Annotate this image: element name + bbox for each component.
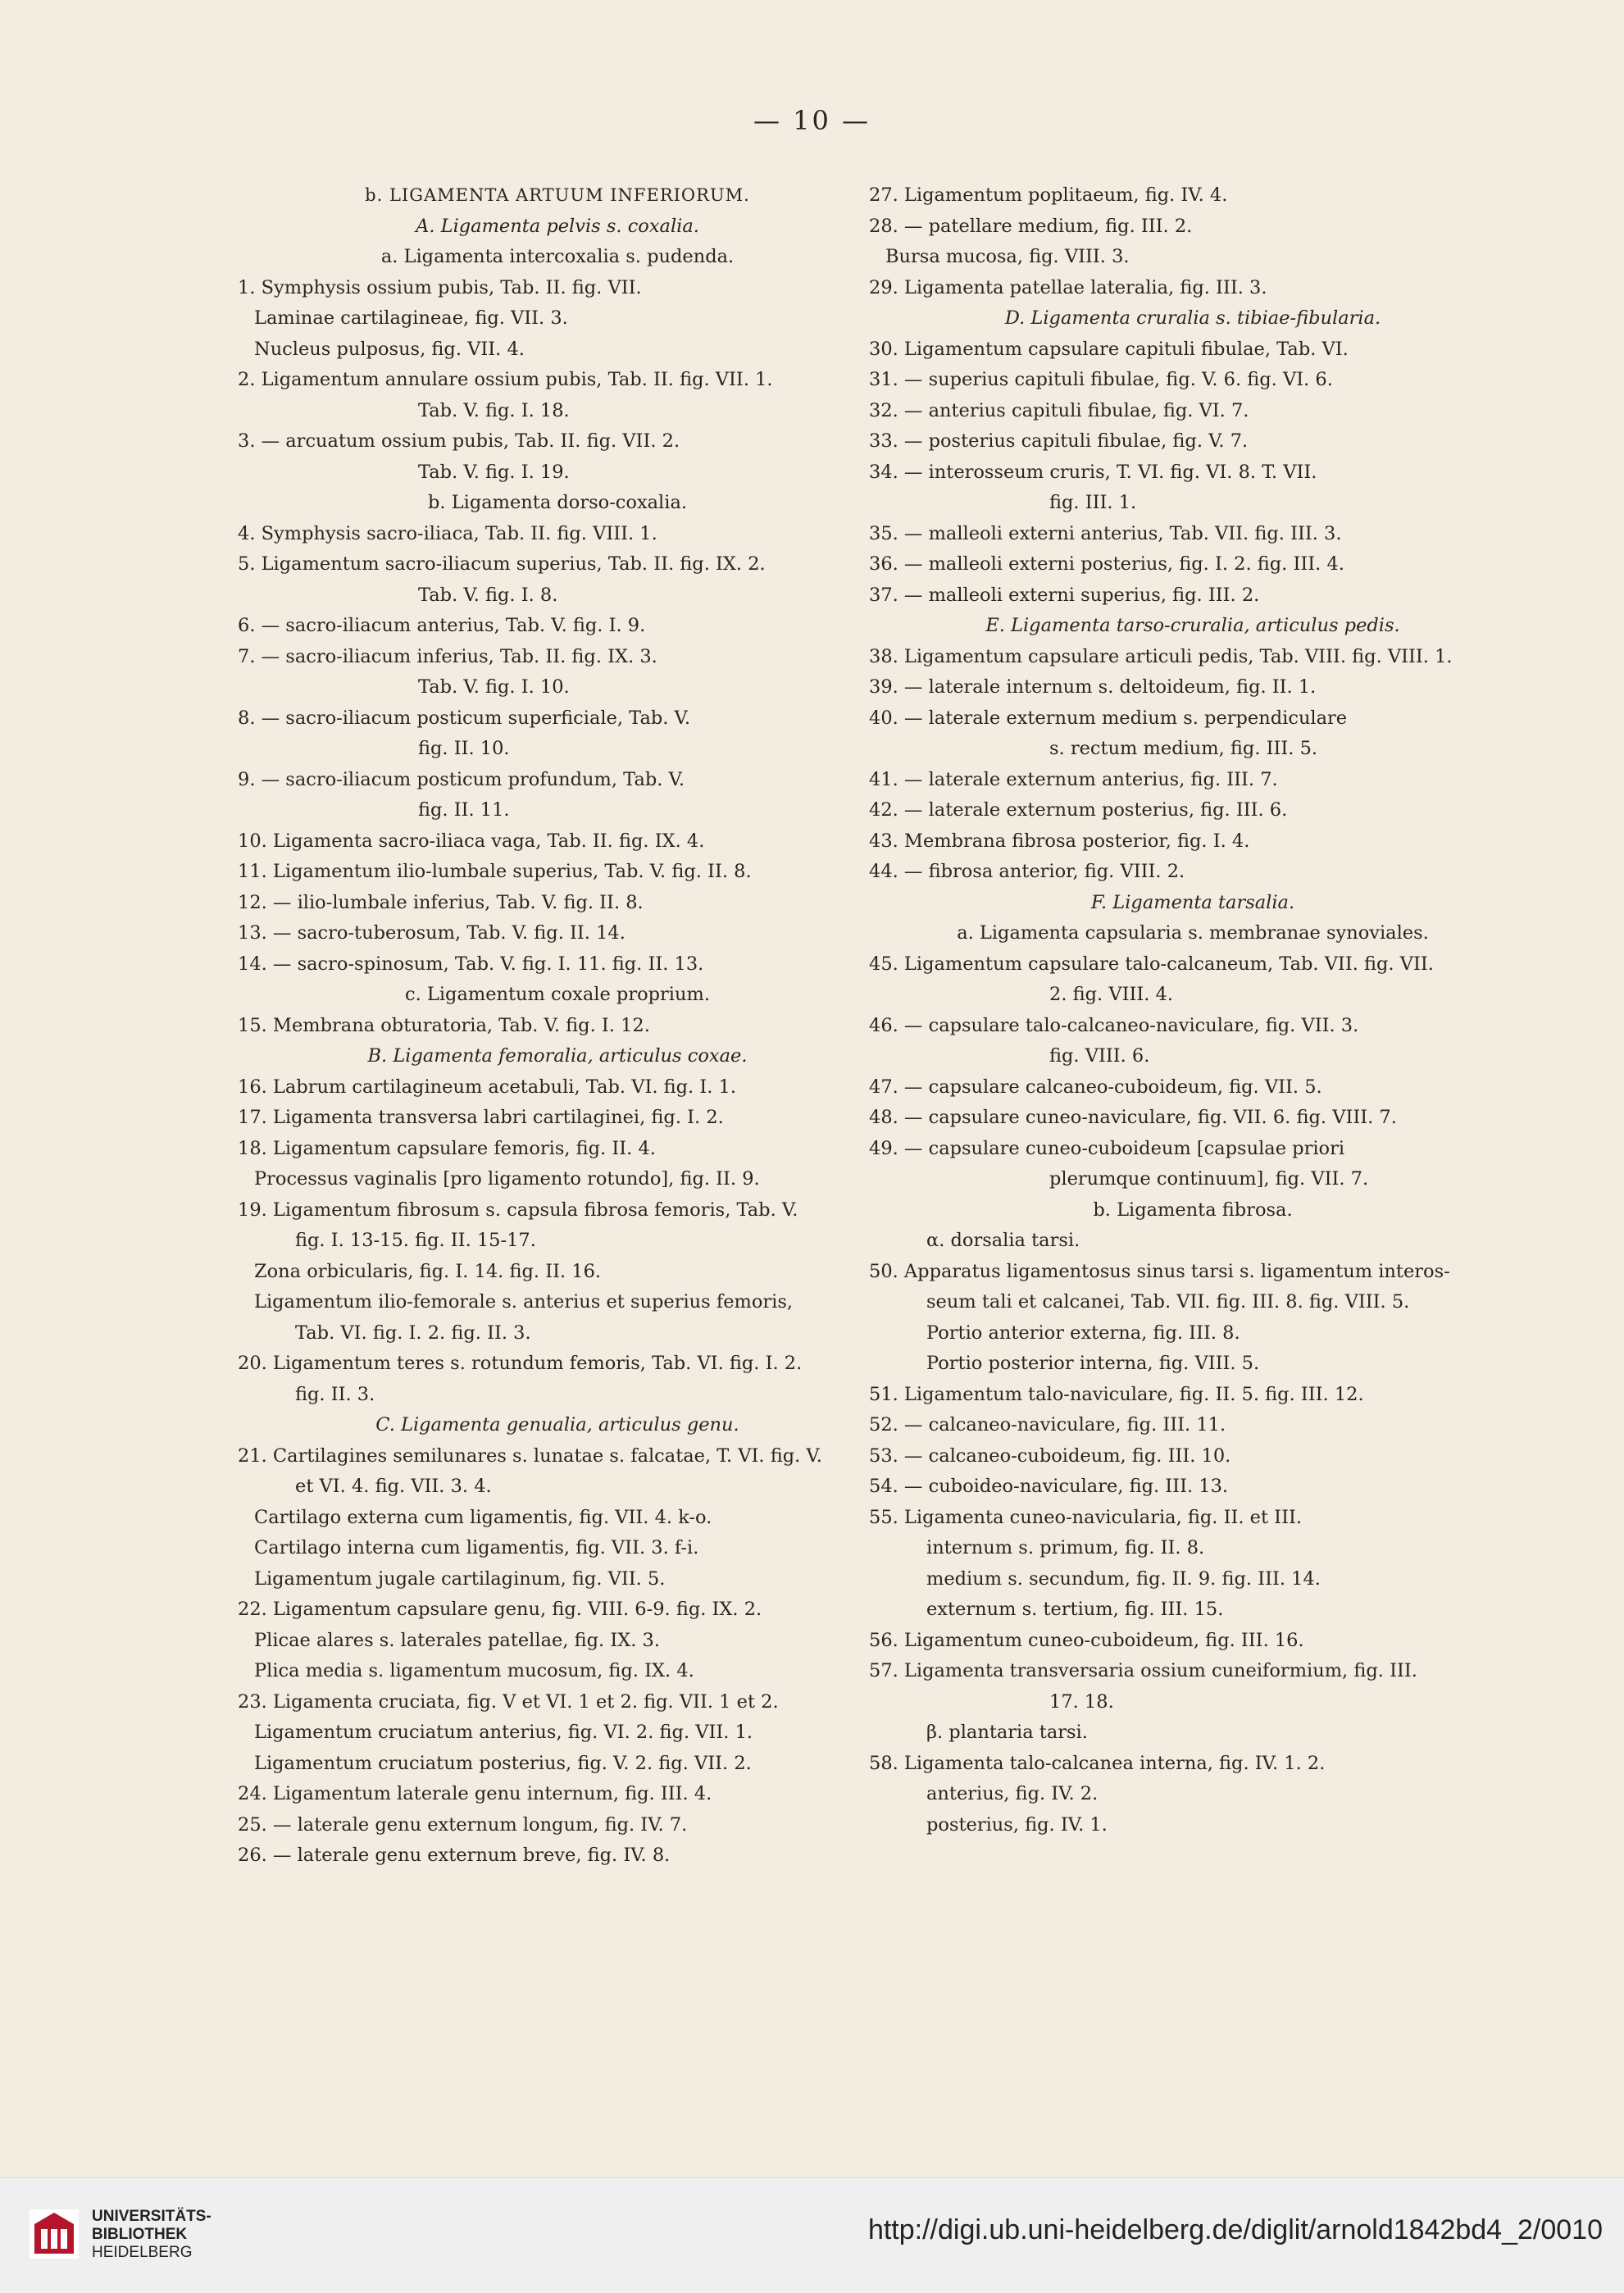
entry-line: Portio posterior interna, fig. VIII. 5. [926,1353,1260,1374]
subsection-heading: b. Ligamenta fibrosa. [1093,1199,1293,1221]
entry-line: 6. — sacro-iliacum anterius, Tab. V. fig. I. 9. [238,615,646,636]
library-name-line3: HEIDELBERG [92,2244,193,2261]
entry-line: 16. Labrum cartilagineum acetabuli, Tab. VI. fig. I. 1. [238,1076,737,1098]
entry-line: 24. Ligamentum laterale genu internum, fig. III. 4. [238,1783,712,1804]
entry-line: 12. — ilio-lumbale inferius, Tab. V. fig. II. 8. [238,891,644,913]
entry-line: 37. — malleoli externi superius, fig. III. 2. [869,584,1260,606]
entry-line: 48. — capsulare cuneo-naviculare, fig. VII. 6. fig. VIII. 7. [869,1107,1397,1128]
entry-line: 33. — posterius capituli fibulae, fig. V. 7. [869,430,1249,452]
entry-line: 34. — interosseum cruris, T. VI. fig. VI. 8. T. VII. [869,461,1317,483]
entry-line: 4. Symphysis sacro-iliaca, Tab. II. fig. VIII. 1. [238,522,657,544]
entry-line: 9. — sacro-iliacum posticum profundum, Tab. V. [238,768,685,790]
entry-line: 14. — sacro-spinosum, Tab. V. fig. I. 11. fig. II. 13. [238,953,704,975]
entry-line: seum tali et calcanei, Tab. VII. fig. III. 8. fig. VIII. 5. [926,1291,1410,1313]
entry-line: Ligamentum cruciatum posterius, fig. V. 2. fig. VII. 2. [254,1752,752,1774]
entry-line: Nucleus pulposus, fig. VII. 4. [254,338,525,360]
entry-line: 13. — sacro-tuberosum, Tab. V. fig. II. 14. [238,922,625,944]
entry-line: 54. — cuboideo-naviculare, fig. III. 13. [869,1476,1229,1497]
entry-line: 25. — laterale genu externum longum, fig. IV. 7. [238,1813,688,1836]
entry-line: et VI. 4. fig. VII. 3. 4. [295,1476,492,1497]
entry-line: 5. Ligamentum sacro-iliacum superius, Tab. II. fig. IX. 2. [238,553,766,575]
entry-line: Plicae alares s. laterales patellae, fig. IX. 3. [254,1629,660,1651]
entry-line: plerumque continuum], fig. VII. 7. [1049,1168,1369,1190]
entry-line: 31. — superius capituli fibulae, fig. V. 6. fig. VI. 6. [869,369,1333,390]
entry-line: fig. III. 1. [1049,492,1137,513]
entry-line: 2. fig. VIII. 4. [1049,984,1174,1005]
source-url[interactable] [868,2214,1603,2246]
entry-line: 11. Ligamentum ilio-lumbale superius, Tab. V. fig. II. 8. [238,861,752,882]
entry-line: Ligamentum cruciatum anterius, fig. VI. 2. fig. VII. 1. [254,1722,753,1743]
entry-line: Plica media s. ligamentum mucosum, fig. IX. 4. [254,1660,694,1681]
subsection-heading: a. Ligamenta capsularia s. membranae synoviales. [957,922,1429,944]
section-heading: A. Ligamenta pelvis s. coxalia. [416,215,699,237]
entry-line: 22. Ligamentum capsulare genu, fig. VIII. 6-9. fig. IX. 2. [238,1599,762,1620]
entry-line: s. rectum medium, fig. III. 5. [1049,738,1318,759]
right-column [869,180,1517,1840]
entry-line: Processus vaginalis [pro ligamento rotundo], fig. II. 9. [254,1168,760,1190]
entry-line: 50. Apparatus ligamentosus sinus tarsi s. ligamentum interos- [869,1260,1450,1282]
entry-line: 29. Ligamenta patellae lateralia, fig. III. 3. [869,276,1267,298]
entry-line: Ligamentum ilio-femorale s. anterius et superius femoris, [254,1291,794,1313]
entry-line: 30. Ligamentum capsulare capituli fibulae, Tab. VI. [869,338,1349,360]
entry-line: 53. — calcaneo-cuboideum, fig. III. 10. [869,1444,1231,1467]
entry-line: 8. — sacro-iliacum posticum superficiale, Tab. V. [238,707,691,729]
entry-line: Tab. V. fig. I. 10. [418,676,570,698]
entry-line: Cartilago externa cum ligamentis, fig. VII. 4. k-o. [254,1506,712,1528]
entry-line: 47. — capsulare calcaneo-cuboideum, fig. VII. 5. [869,1076,1322,1098]
entry-line: 58. Ligamenta talo-calcanea interna, fig. IV. 1. 2. [869,1752,1326,1774]
entry-line: fig. VIII. 6. [1049,1045,1150,1067]
entry-line: 2. Ligamentum annulare ossium pubis, Tab. II. fig. VII. 1. [238,369,773,390]
entry-line: 44. — fibrosa anterior, fig. VIII. 2. [869,861,1185,882]
subsection-heading: a. Ligamenta intercoxalia s. pudenda. [380,246,735,267]
entry-line: 51. Ligamentum talo-naviculare, fig. II. 5. fig. III. 12. [869,1383,1364,1405]
entry-line: Tab. V. fig. I. 18. [418,399,570,421]
left-column [238,180,877,1872]
section-heading: B. Ligamenta femoralia, articulus coxae. [367,1045,748,1067]
entry-line: 41. — laterale externum anterius, fig. III. 7. [869,768,1278,790]
entry-line: 39. — laterale internum s. deltoideum, fig. II. 1. [869,676,1317,698]
page-number: — 10 — [753,105,871,136]
entry-line: 15. Membrana obturatoria, Tab. V. fig. I. 12. [238,1014,650,1036]
library-name-line2: BIBLIOTHEK [92,2226,188,2243]
entry-line: 36. — malleoli externi posterius, fig. I. 2. fig. III. 4. [869,553,1344,575]
entry-line: 35. — malleoli externi anterius, Tab. VII. fig. III. 3. [869,522,1342,544]
entry-line: β. plantaria tarsi. [926,1722,1088,1743]
entry-line: externum s. tertium, fig. III. 15. [926,1599,1224,1620]
entry-line: medium s. secundum, fig. II. 9. fig. III. 14. [926,1567,1321,1590]
entry-line: Zona orbicularis, fig. I. 14. fig. II. 16. [254,1260,602,1282]
entry-line: fig. II. 11. [418,799,510,821]
entry-line: 17. Ligamenta transversa labri cartilaginei, fig. I. 2. [238,1107,724,1128]
library-name-line1: UNIVERSITÄTS- [92,2208,212,2225]
entry-line: 17. 18. [1049,1690,1114,1713]
entry-line: fig. II. 3. [295,1383,375,1405]
entry-line: 49. — capsulare cuneo-cuboideum [capsulae priori [869,1137,1345,1159]
entry-line: 45. Ligamentum capsulare talo-calcaneum, Tab. VII. fig. VII. [869,953,1434,975]
section-heading: E. Ligamenta tarso-cruralia, articulus pedis. [985,615,1400,636]
entry-line: Tab. VI. fig. I. 2. fig. II. 3. [295,1322,531,1344]
entry-line: 57. Ligamenta transversaria ossium cuneiformium, fig. III. [869,1660,1417,1681]
entry-line: 43. Membrana fibrosa posterior, fig. I. 4. [869,830,1250,852]
entry-line: α. dorsalia tarsi. [926,1230,1080,1251]
section-heading: C. Ligamenta genualia, articulus genu. [375,1414,739,1435]
entry-line: 40. — laterale externum medium s. perpendiculare [869,707,1348,729]
entry-line: Ligamentum jugale cartilaginum, fig. VII. 5. [254,1567,666,1590]
entry-line: anterius, fig. IV. 2. [926,1783,1099,1804]
footer-bar [0,2177,1624,2293]
entry-line: 18. Ligamentum capsulare femoris, fig. II. 4. [238,1137,656,1159]
library-logo-icon [28,2208,80,2260]
section-heading: F. Ligamenta tarsalia. [1090,891,1295,913]
source-url-link[interactable]: http://digi.ub.uni-heidelberg.de/diglit/arnold1842bd4_2/0010 [867,2214,1603,2245]
entry-line: 56. Ligamentum cuneo-cuboideum, fig. III. 16. [869,1629,1304,1651]
subsection-heading: b. Ligamenta dorso-coxalia. [427,492,688,513]
entry-line: Portio anterior externa, fig. III. 8. [926,1322,1240,1344]
entry-line: 23. Ligamenta cruciata, fig. V et VI. 1 et 2. fig. VII. 1 et 2. [238,1690,779,1713]
entry-line: 20. Ligamentum teres s. rotundum femoris, Tab. VI. fig. I. 2. [238,1353,803,1374]
entry-line: 26. — laterale genu externum breve, fig. IV. 8. [238,1845,671,1866]
entry-line: 32. — anterius capituli fibulae, fig. VI. 7. [869,399,1249,421]
entry-line: Tab. V. fig. I. 19. [418,461,570,483]
entry-line: internum s. primum, fig. II. 8. [926,1537,1205,1558]
entry-line: 3. — arcuatum ossium pubis, Tab. II. fig. VII. 2. [238,430,680,452]
library-name [92,2208,212,2262]
entry-line: 27. Ligamentum poplitaeum, fig. IV. 4. [869,184,1228,206]
entry-line: 19. Ligamentum fibrosum s. capsula fibrosa femoris, Tab. V. [238,1199,798,1221]
entry-line: posterius, fig. IV. 1. [926,1813,1108,1836]
entry-line: 52. — calcaneo-naviculare, fig. III. 11. [869,1414,1226,1435]
entry-line: 1. Symphysis ossium pubis, Tab. II. fig. VII. [238,276,642,298]
entry-line: 42. — laterale externum posterius, fig. III. 6. [869,799,1288,821]
subsection-heading: c. Ligamentum coxale proprium. [405,984,710,1005]
entry-line: 55. Ligamenta cuneo-navicularia, fig. II. et III. [869,1506,1302,1528]
section-heading: D. Ligamenta cruralia s. tibiae-fibularia. [1004,307,1381,329]
entry-line: Tab. V. fig. I. 8. [418,584,558,606]
entry-line: 21. Cartilagines semilunares s. lunatae s. falcatae, T. VI. fig. V. [238,1444,822,1467]
entry-line: Laminae cartilagineae, fig. VII. 3. [254,307,568,329]
entry-line: 38. Ligamentum capsulare articuli pedis, Tab. VIII. fig. VIII. 1. [869,645,1453,667]
entry-line: Cartilago interna cum ligamentis, fig. VII. 3. f-i. [254,1537,699,1558]
entry-line: 10. Ligamenta sacro-iliaca vaga, Tab. II. fig. IX. 4. [238,830,705,852]
section-heading: b. LIGAMENTA ARTUUM INFERIORUM. [365,185,750,205]
entry-line: fig. I. 13-15. fig. II. 15-17. [295,1230,536,1251]
entry-line: 46. — capsulare talo-calcaneo-naviculare, fig. VII. 3. [869,1014,1359,1036]
entry-line: 28. — patellare medium, fig. III. 2. [869,215,1193,237]
entry-line: 7. — sacro-iliacum inferius, Tab. II. fig. IX. 3. [238,645,657,667]
entry-line: Bursa mucosa, fig. VIII. 3. [885,246,1130,267]
entry-line: fig. II. 10. [418,738,510,759]
